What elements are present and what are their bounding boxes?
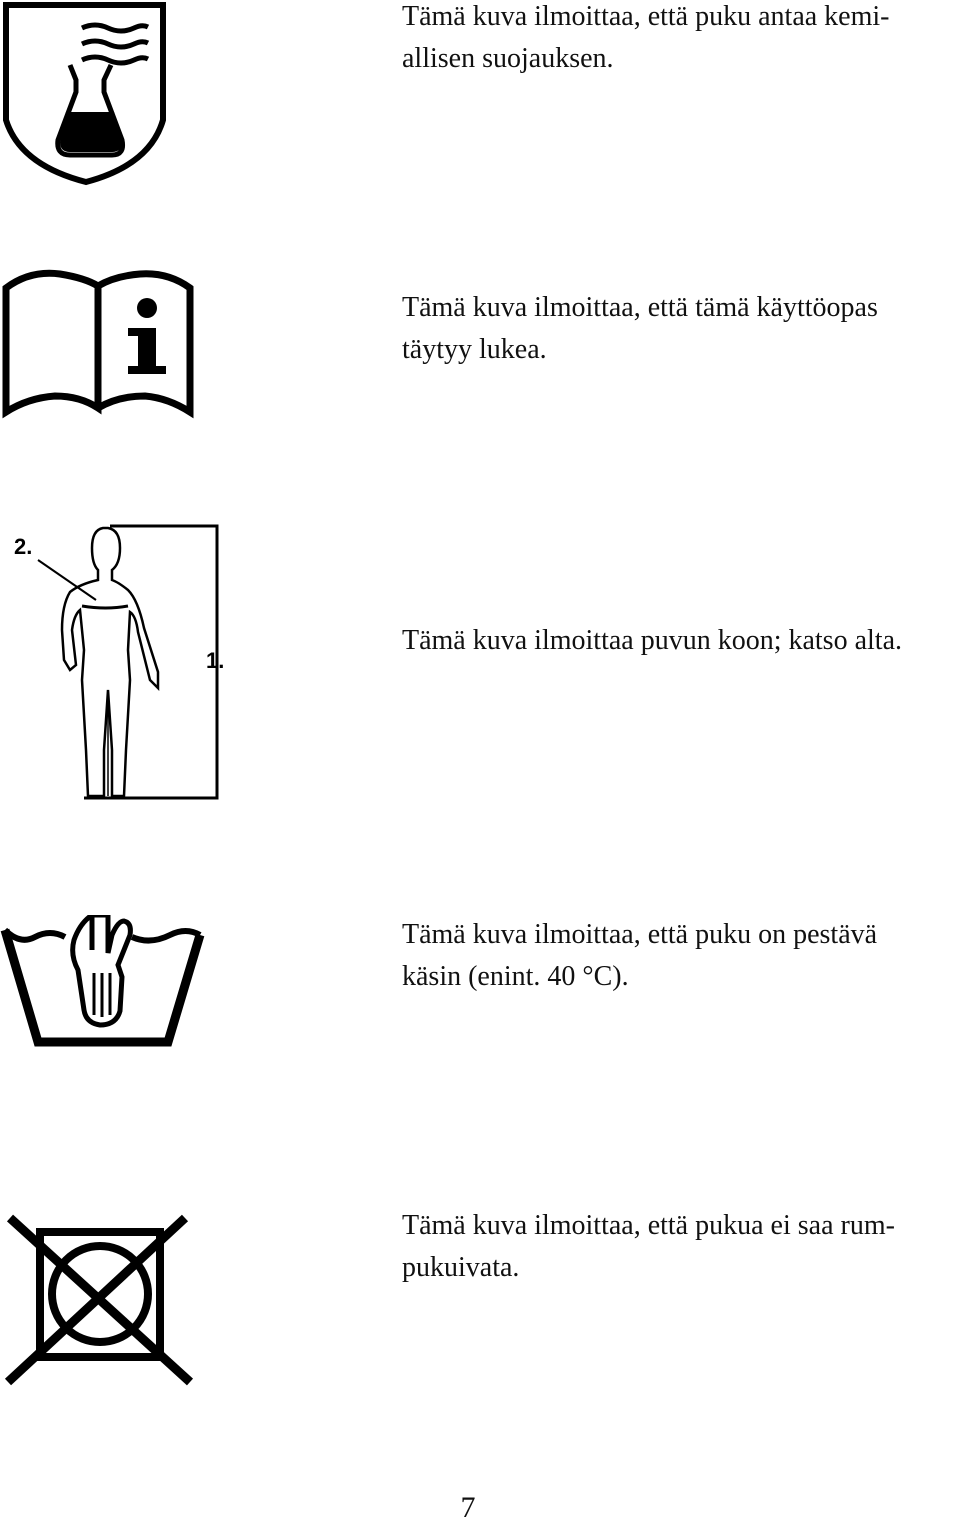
symbol-row-hand-wash [0, 910, 960, 1050]
chemical-protection-shield-icon [0, 0, 170, 190]
size-figure-icon [0, 520, 240, 805]
description-line: Tämä kuva ilmoittaa puvun koon; katso alta. [402, 625, 902, 656]
read-manual-book-icon [0, 260, 200, 425]
description-line: täytyy lukea. [402, 334, 547, 365]
size-label-2: 2. [14, 534, 33, 559]
description-line: käsin (enint. 40 °C). [402, 961, 629, 992]
symbol-description [402, 620, 958, 662]
symbol-description [402, 287, 958, 371]
description-line: allisen suojauksen. [402, 43, 614, 74]
description-line: pukuivata. [402, 1252, 520, 1283]
symbol-row-chemical-protection [0, 0, 960, 200]
description-line: Tämä kuva ilmoittaa, että pukua ei saa rum- [402, 1210, 895, 1241]
page-number: 7 [460, 1491, 476, 1524]
description-line: Tämä kuva ilmoittaa, että tämä käyttöopas [402, 292, 878, 323]
size-label-1: 1. [206, 648, 225, 673]
symbol-description [402, 1205, 958, 1289]
description-line: Tämä kuva ilmoittaa, että puku antaa kemi- [402, 1, 890, 32]
symbol-row-size [0, 520, 960, 810]
symbol-description [402, 0, 958, 80]
symbol-description [402, 914, 958, 998]
symbol-row-read-manual [0, 255, 960, 425]
hand-wash-icon [0, 915, 205, 1050]
no-tumble-dry-icon [0, 1210, 200, 1392]
symbol-row-no-tumble-dry [0, 1205, 960, 1390]
description-line: Tämä kuva ilmoittaa, että puku on pestävä [402, 919, 878, 950]
